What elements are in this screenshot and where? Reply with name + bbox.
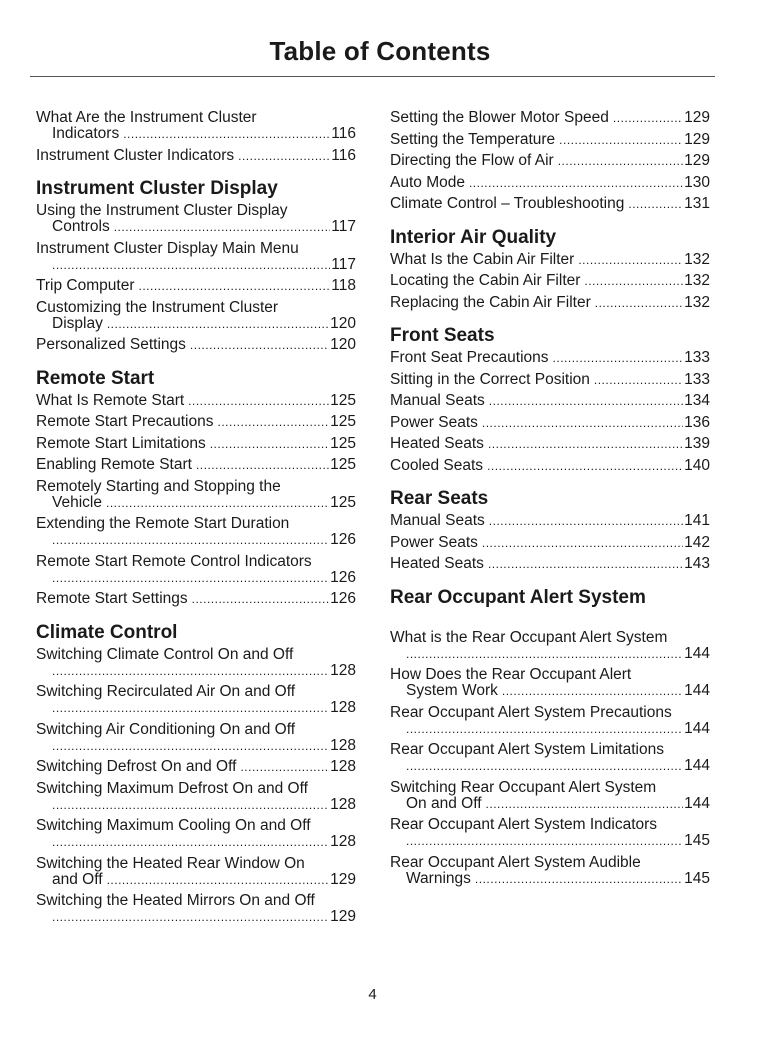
toc-entry-line xyxy=(36,436,356,452)
dot-leader xyxy=(106,495,329,511)
toc-entry[interactable] xyxy=(36,893,356,925)
toc-entry-title: Directing the Flow of Air xyxy=(390,152,554,169)
dot-leader xyxy=(52,738,329,754)
toc-page-number: 125 xyxy=(330,434,356,452)
toc-page-number: 132 xyxy=(684,293,710,311)
toc-page-number: 128 xyxy=(330,661,356,679)
toc-entry-title: Locating the Cabin Air Filter xyxy=(390,272,581,289)
toc-page-number: 116 xyxy=(331,125,356,142)
toc-entry-title: Vehicle xyxy=(52,493,102,511)
toc-entry-title: Customizing the Instrument Cluster xyxy=(36,298,279,316)
toc-page-number: 143 xyxy=(684,555,710,572)
dot-leader xyxy=(488,436,683,452)
toc-entry-title: Rear Occupant Alert System Limitations xyxy=(390,741,664,758)
dot-leader xyxy=(188,393,329,409)
title-divider xyxy=(30,76,715,77)
toc-entry-line xyxy=(390,683,710,699)
dot-leader xyxy=(52,909,329,925)
toc-entry-title: Switching Maximum Defrost On and Off xyxy=(36,779,308,797)
toc-entry-line xyxy=(36,872,356,888)
dot-leader xyxy=(190,337,329,353)
toc-entry[interactable] xyxy=(390,630,710,662)
toc-page-number: 140 xyxy=(684,456,710,474)
toc-entry-title: Using the Instrument Cluster Display xyxy=(36,202,288,219)
toc-page-number: 142 xyxy=(684,533,710,551)
toc-entry-title: On and Off xyxy=(406,794,482,812)
toc-entry[interactable] xyxy=(390,295,710,311)
toc-page-number: 128 xyxy=(330,795,356,813)
toc-page-number: 133 xyxy=(684,370,710,388)
toc-entry-line xyxy=(36,532,356,548)
toc-entry[interactable] xyxy=(36,110,356,142)
toc-entry-line xyxy=(390,393,710,409)
section-heading: Front Seats xyxy=(390,325,495,346)
dot-leader xyxy=(489,513,683,529)
toc-entry[interactable] xyxy=(36,516,356,548)
toc-entry-line xyxy=(390,175,710,191)
toc-entry-line xyxy=(390,721,710,737)
toc-entry[interactable] xyxy=(390,132,710,148)
toc-entry-title: Remote Start Remote Control Indicators xyxy=(36,552,312,570)
toc-entry-title: Switching Rear Occupant Alert System xyxy=(390,778,657,796)
toc-entry-title: Enabling Remote Start xyxy=(36,456,192,473)
toc-entry[interactable] xyxy=(36,684,356,716)
dot-leader xyxy=(217,414,329,430)
toc-entry-line xyxy=(36,457,356,473)
section-heading: Instrument Cluster Display xyxy=(36,178,278,199)
toc-entry-line xyxy=(390,110,710,126)
toc-page-number: 131 xyxy=(684,195,710,212)
dot-leader xyxy=(52,834,329,850)
toc-entry-title: What Is Remote Start xyxy=(36,391,185,409)
toc-page-number: 125 xyxy=(330,391,356,409)
dot-leader xyxy=(107,872,330,888)
toc-entry-title: Heated Seats xyxy=(390,555,484,572)
toc-entry[interactable] xyxy=(36,818,356,850)
toc-entry[interactable] xyxy=(390,350,710,366)
toc-page-number: 144 xyxy=(684,682,710,699)
toc-entry-title: Climate Control – Troubleshooting xyxy=(390,195,625,212)
toc-entry-title: Personalized Settings xyxy=(36,336,186,353)
dot-leader xyxy=(475,871,683,887)
toc-entry[interactable] xyxy=(36,300,356,332)
toc-entry-line xyxy=(36,219,356,235)
toc-entry[interactable] xyxy=(36,278,356,294)
dot-leader xyxy=(192,591,330,607)
toc-entry-line xyxy=(390,796,710,812)
toc-entry-title: Heated Seats xyxy=(390,435,484,452)
dot-leader xyxy=(584,273,683,289)
toc-entry-line xyxy=(390,132,710,148)
toc-entry-title: Rear Occupant Alert System Precautions xyxy=(390,703,672,721)
dot-leader xyxy=(52,532,329,548)
toc-entry-title: Auto Mode xyxy=(390,173,465,191)
toc-entry-title: Manual Seats xyxy=(390,392,485,409)
toc-entry[interactable] xyxy=(390,817,710,849)
toc-entry[interactable] xyxy=(36,647,356,679)
toc-entry-line xyxy=(36,337,356,353)
dot-leader xyxy=(489,393,683,409)
dot-leader xyxy=(502,683,683,699)
toc-entry[interactable] xyxy=(390,458,710,474)
dot-leader xyxy=(52,700,329,716)
toc-entry-title: System Work xyxy=(406,682,498,699)
toc-entry-title: Switching Defrost On and Off xyxy=(36,758,237,775)
toc-entry-line xyxy=(390,513,710,529)
toc-entry-line xyxy=(390,535,710,551)
dot-leader xyxy=(486,796,684,812)
dot-leader xyxy=(406,758,683,774)
dot-leader xyxy=(628,196,683,212)
toc-page-number: 126 xyxy=(330,590,356,607)
toc-entry-line xyxy=(36,393,356,409)
section-heading: Rear Seats xyxy=(390,488,489,509)
toc-entry[interactable] xyxy=(390,855,710,887)
dot-leader xyxy=(240,759,329,775)
dot-leader xyxy=(52,663,329,679)
dot-leader xyxy=(52,570,329,586)
toc-page-number: 117 xyxy=(331,218,356,235)
toc-page-number: 144 xyxy=(684,719,710,737)
dot-leader xyxy=(613,110,683,126)
dot-leader xyxy=(196,457,329,473)
toc-entry[interactable] xyxy=(390,667,710,699)
toc-entry[interactable] xyxy=(390,273,710,289)
toc-entry[interactable] xyxy=(390,513,710,529)
toc-page-number: 144 xyxy=(684,794,710,812)
dot-leader xyxy=(406,721,683,737)
toc-entry[interactable] xyxy=(36,393,356,409)
toc-entry-title: Cooled Seats xyxy=(390,456,484,474)
toc-entry-title: Remotely Starting and Stopping the xyxy=(36,477,281,495)
toc-entry-line xyxy=(390,372,710,388)
toc-entry-title: What Is the Cabin Air Filter xyxy=(390,250,575,268)
dot-leader xyxy=(52,257,330,273)
toc-entry[interactable] xyxy=(390,556,710,572)
toc-entry[interactable] xyxy=(390,436,710,452)
toc-entry-title: Switching Recirculated Air On and Off xyxy=(36,683,296,700)
toc-entry-line xyxy=(36,495,356,511)
toc-entry-title: Remote Start Settings xyxy=(36,590,188,607)
toc-entry-line xyxy=(36,834,356,850)
toc-entry-line xyxy=(36,738,356,754)
toc-entry-title: Switching Maximum Cooling On and Off xyxy=(36,817,311,834)
toc-entry-title: Power Seats xyxy=(390,533,478,551)
toc-page-number: 125 xyxy=(330,493,356,511)
toc-page-number: 129 xyxy=(684,130,710,148)
dot-leader xyxy=(595,295,683,311)
toc-page-number: 130 xyxy=(684,173,710,191)
toc-page-number: 129 xyxy=(684,109,710,126)
toc-entry-line xyxy=(390,350,710,366)
dot-leader xyxy=(406,833,683,849)
dot-leader xyxy=(107,316,329,332)
page-title: Table of Contents xyxy=(269,36,491,66)
toc-page-number: 128 xyxy=(330,699,356,716)
toc-entry-title: Remote Start Precautions xyxy=(36,413,214,430)
toc-entry-line xyxy=(390,646,710,662)
toc-entry-title: Setting the Blower Motor Speed xyxy=(390,109,609,126)
dot-leader xyxy=(482,415,683,431)
toc-entry-title: Trip Computer xyxy=(36,277,135,294)
toc-entry-title: What Are the Instrument Cluster xyxy=(36,109,257,126)
toc-entry-line xyxy=(390,871,710,887)
section-heading: Climate Control xyxy=(36,621,178,643)
toc-entry[interactable] xyxy=(390,252,710,268)
toc-page-number: 116 xyxy=(331,146,356,164)
toc-entry-title: Rear Occupant Alert System Indicators xyxy=(390,816,658,833)
dot-leader xyxy=(123,126,330,142)
dot-leader xyxy=(210,436,329,452)
toc-entry[interactable] xyxy=(390,175,710,191)
toc-entry[interactable] xyxy=(36,414,356,430)
toc-entry-line xyxy=(390,153,710,169)
toc-entry[interactable] xyxy=(36,479,356,511)
toc-entry[interactable] xyxy=(390,393,710,409)
toc-entry-title: Switching Air Conditioning On and Off xyxy=(36,720,296,738)
toc-page-number: 125 xyxy=(330,456,356,473)
toc-entry[interactable] xyxy=(36,457,356,473)
toc-page-number: 128 xyxy=(330,758,356,775)
toc-page-number: 134 xyxy=(684,392,710,409)
toc-page-number: 145 xyxy=(684,832,710,849)
dot-leader xyxy=(558,153,683,169)
toc-page-number: 133 xyxy=(684,349,710,366)
toc-entry[interactable] xyxy=(36,554,356,586)
toc-entry-line xyxy=(36,700,356,716)
toc-entry[interactable] xyxy=(36,148,356,164)
toc-entry-title: Remote Start Limitations xyxy=(36,434,206,452)
toc-entry-line xyxy=(36,414,356,430)
dot-leader xyxy=(238,148,330,164)
toc-page-number: 139 xyxy=(684,435,710,452)
toc-entry-line xyxy=(390,833,710,849)
toc-entry-title: Front Seat Precautions xyxy=(390,349,549,366)
section-heading: Rear Occupant Alert System xyxy=(390,586,646,608)
toc-page-number: 120 xyxy=(330,336,356,353)
toc-column-right xyxy=(390,110,710,892)
toc-page-number: 144 xyxy=(684,644,710,662)
toc-entry-title: Instrument Cluster Indicators xyxy=(36,146,235,164)
toc-page-number: 126 xyxy=(330,531,356,548)
toc-page-number: 129 xyxy=(684,152,710,169)
toc-page-number: 129 xyxy=(330,870,356,888)
toc-page-number: 145 xyxy=(684,869,710,887)
toc-entry-line xyxy=(36,909,356,925)
toc-entry[interactable] xyxy=(390,110,710,126)
toc-entry[interactable] xyxy=(36,203,356,235)
toc-entry-line xyxy=(36,278,356,294)
dot-leader xyxy=(553,350,684,366)
toc-entry-title: Rear Occupant Alert System Audible xyxy=(390,853,641,871)
toc-entry-title: Warnings xyxy=(406,869,471,887)
dot-leader xyxy=(52,797,329,813)
toc-entry-line xyxy=(390,252,710,268)
toc-entry-title: Indicators xyxy=(52,125,120,142)
toc-page-number: 118 xyxy=(331,277,356,294)
toc-entry-line xyxy=(36,570,356,586)
dot-leader xyxy=(578,252,683,268)
toc-entry[interactable] xyxy=(36,856,356,888)
section-heading: Remote Start xyxy=(36,367,155,389)
toc-page-number: 117 xyxy=(331,255,356,273)
toc-entry[interactable] xyxy=(390,535,710,551)
toc-entry[interactable] xyxy=(390,372,710,388)
toc-entry-line xyxy=(36,257,356,273)
toc-entry-line xyxy=(390,758,710,774)
toc-entry-line xyxy=(36,148,356,164)
toc-page-number: 144 xyxy=(684,757,710,774)
toc-entry[interactable] xyxy=(390,742,710,774)
toc-entry-line xyxy=(390,556,710,572)
dot-leader xyxy=(594,372,683,388)
toc-entry-title: Power Seats xyxy=(390,413,478,431)
toc-entry-line xyxy=(390,295,710,311)
toc-entry-title: What is the Rear Occupant Alert System xyxy=(390,628,668,646)
toc-entry-line xyxy=(36,316,356,332)
dot-leader xyxy=(559,132,683,148)
toc-entry-line xyxy=(390,196,710,212)
toc-entry[interactable] xyxy=(36,591,356,607)
toc-entry[interactable] xyxy=(390,153,710,169)
dot-leader xyxy=(138,278,330,294)
toc-entry[interactable] xyxy=(390,780,710,812)
dot-leader xyxy=(487,458,683,474)
toc-entry-line xyxy=(390,458,710,474)
toc-entry[interactable] xyxy=(36,759,356,775)
toc-entry-line xyxy=(36,126,356,142)
section-heading: Interior Air Quality xyxy=(390,226,557,248)
toc-page-number: 141 xyxy=(684,512,710,529)
toc-entry-title: and Off xyxy=(52,870,103,888)
toc-entry-line xyxy=(36,797,356,813)
toc-page-number: 136 xyxy=(684,413,710,431)
toc-entry-title: Controls xyxy=(52,218,110,235)
toc-entry-title: Setting the Temperature xyxy=(390,130,556,148)
dot-leader xyxy=(114,219,331,235)
toc-entry-line xyxy=(390,436,710,452)
toc-entry[interactable] xyxy=(36,337,356,353)
toc-page-number: 132 xyxy=(684,250,710,268)
dot-leader xyxy=(488,556,683,572)
toc-entry-title: Sitting in the Correct Position xyxy=(390,370,590,388)
toc-entry-title: Manual Seats xyxy=(390,512,485,529)
page-number: 4 xyxy=(368,986,377,1003)
toc-entry[interactable] xyxy=(390,415,710,431)
toc-page-number: 120 xyxy=(330,314,356,332)
dot-leader xyxy=(482,535,683,551)
toc-entry-title: How Does the Rear Occupant Alert xyxy=(390,666,632,683)
dot-leader xyxy=(406,646,683,662)
toc-page-number: 126 xyxy=(330,568,356,586)
toc-column-left xyxy=(36,110,356,931)
toc-entry[interactable] xyxy=(390,705,710,737)
toc-page-number: 125 xyxy=(330,413,356,430)
toc-entry-title: Display xyxy=(52,314,103,332)
toc-entry-title: Switching the Heated Rear Window On xyxy=(36,854,305,872)
toc-entry-line xyxy=(390,273,710,289)
toc-page-number: 128 xyxy=(330,736,356,754)
dot-leader xyxy=(469,175,683,191)
toc-entry-title: Replacing the Cabin Air Filter xyxy=(390,293,591,311)
toc-entry-title: Extending the Remote Start Duration xyxy=(36,515,290,532)
toc-entry[interactable] xyxy=(390,196,710,212)
toc-entry[interactable] xyxy=(36,722,356,754)
toc-entry-title: Instrument Cluster Display Main Menu xyxy=(36,239,299,257)
toc-entry-line xyxy=(36,759,356,775)
toc-entry-line xyxy=(36,591,356,607)
toc-entry-title: Switching Climate Control On and Off xyxy=(36,645,294,663)
toc-entry[interactable] xyxy=(36,781,356,813)
toc-entry[interactable] xyxy=(36,436,356,452)
toc-entry-line xyxy=(36,663,356,679)
toc-page-number: 128 xyxy=(330,833,356,850)
toc-entry-line xyxy=(390,415,710,431)
toc-entry[interactable] xyxy=(36,241,356,273)
toc-page-number: 132 xyxy=(684,272,710,289)
toc-page-number: 129 xyxy=(330,908,356,925)
toc-entry-title: Switching the Heated Mirrors On and Off xyxy=(36,892,315,909)
